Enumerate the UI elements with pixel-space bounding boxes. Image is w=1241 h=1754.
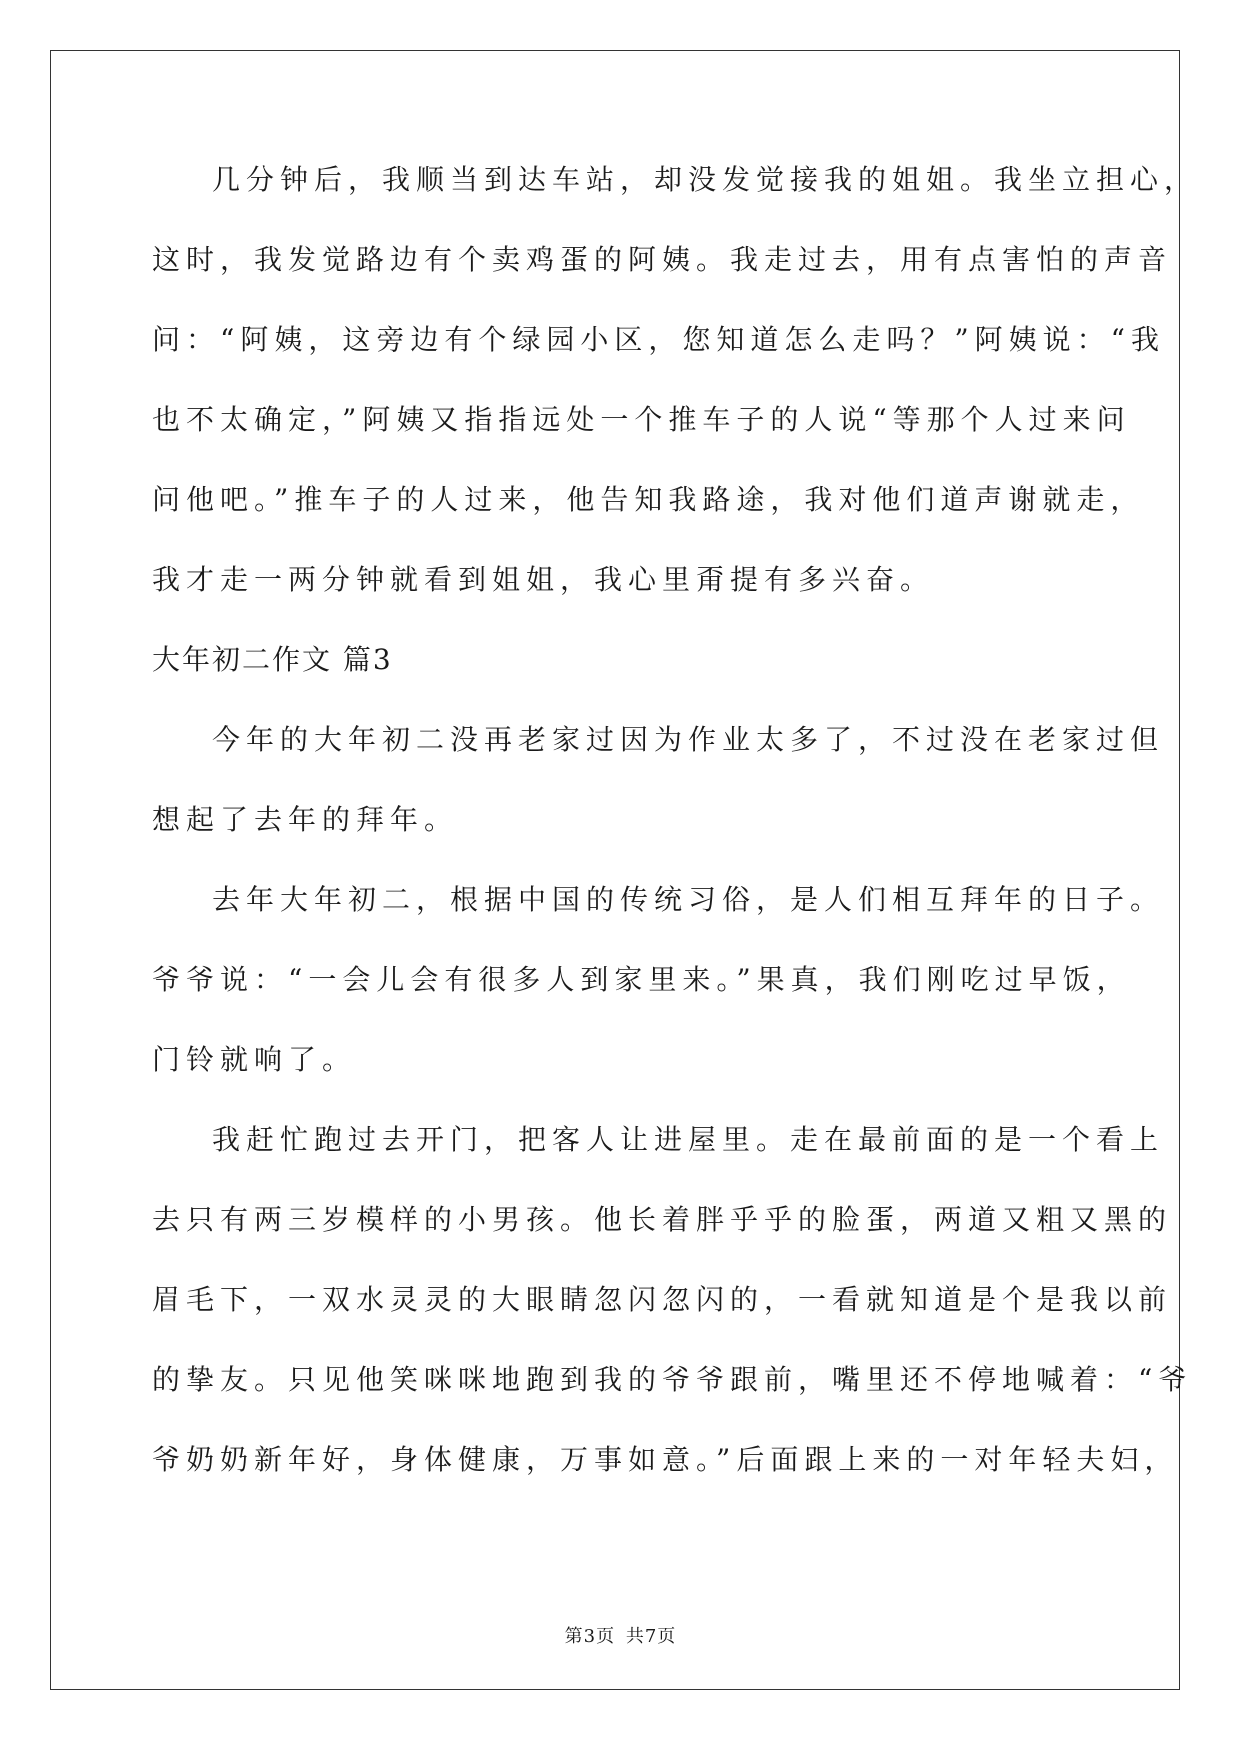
paragraph-line: 这时，我发觉路边有个卖鸡蛋的阿姨。我走过去，用有点害怕的声音 — [152, 243, 1173, 276]
paragraph-line: 也不太确定，”阿姨又指指远处一个推车子的人说“等那个人过来问 — [152, 403, 1131, 436]
paragraph-line: 爷爷说：“一会儿会有很多人到家里来。”果真，我们刚吃过早饭， — [152, 963, 1131, 996]
page-number: 第3页 — [564, 1626, 616, 1647]
page-footer — [0, 1625, 1241, 1649]
paragraph-line: 我赶忙跑过去开门，把客人让进屋里。走在最前面的是一个看上 — [212, 1123, 1165, 1156]
paragraph-line: 爷奶奶新年好，身体健康，万事如意。”后面跟上来的一对年轻夫妇， — [152, 1443, 1179, 1476]
paragraph-line: 门铃就响了。 — [152, 1043, 357, 1076]
section-heading: 大年初二作文 篇3 — [152, 643, 393, 676]
paragraph-line: 几分钟后，我顺当到达车站，却没发觉接我的姐姐。我坐立担心， — [212, 163, 1199, 196]
paragraph-line: 的挚友。只见他笑咪咪地跑到我的爷爷跟前，嘴里还不停地喊着：“爷 — [152, 1363, 1193, 1396]
page-total: 共7页 — [625, 1626, 677, 1647]
paragraph-line: 我才走一两分钟就看到姐姐，我心里甭提有多兴奋。 — [152, 563, 935, 596]
paragraph-line: 去年大年初二，根据中国的传统习俗，是人们相互拜年的日子。 — [212, 883, 1165, 916]
paragraph-line: 去只有两三岁模样的小男孩。他长着胖乎乎的脸蛋，两道又粗又黑的 — [152, 1203, 1173, 1236]
paragraph-line: 今年的大年初二没再老家过因为作业太多了，不过没在老家过但 — [212, 723, 1165, 756]
paragraph-line: 问：“阿姨，这旁边有个绿园小区，您知道怎么走吗？”阿姨说：“我 — [152, 323, 1165, 356]
paragraph-line: 问他吧。”推车子的人过来，他告知我路途，我对他们道声谢就走， — [152, 483, 1145, 516]
paragraph-line: 眉毛下，一双水灵灵的大眼睛忽闪忽闪的，一看就知道是个是我以前 — [152, 1283, 1173, 1316]
paragraph-line: 想起了去年的拜年。 — [152, 803, 459, 836]
